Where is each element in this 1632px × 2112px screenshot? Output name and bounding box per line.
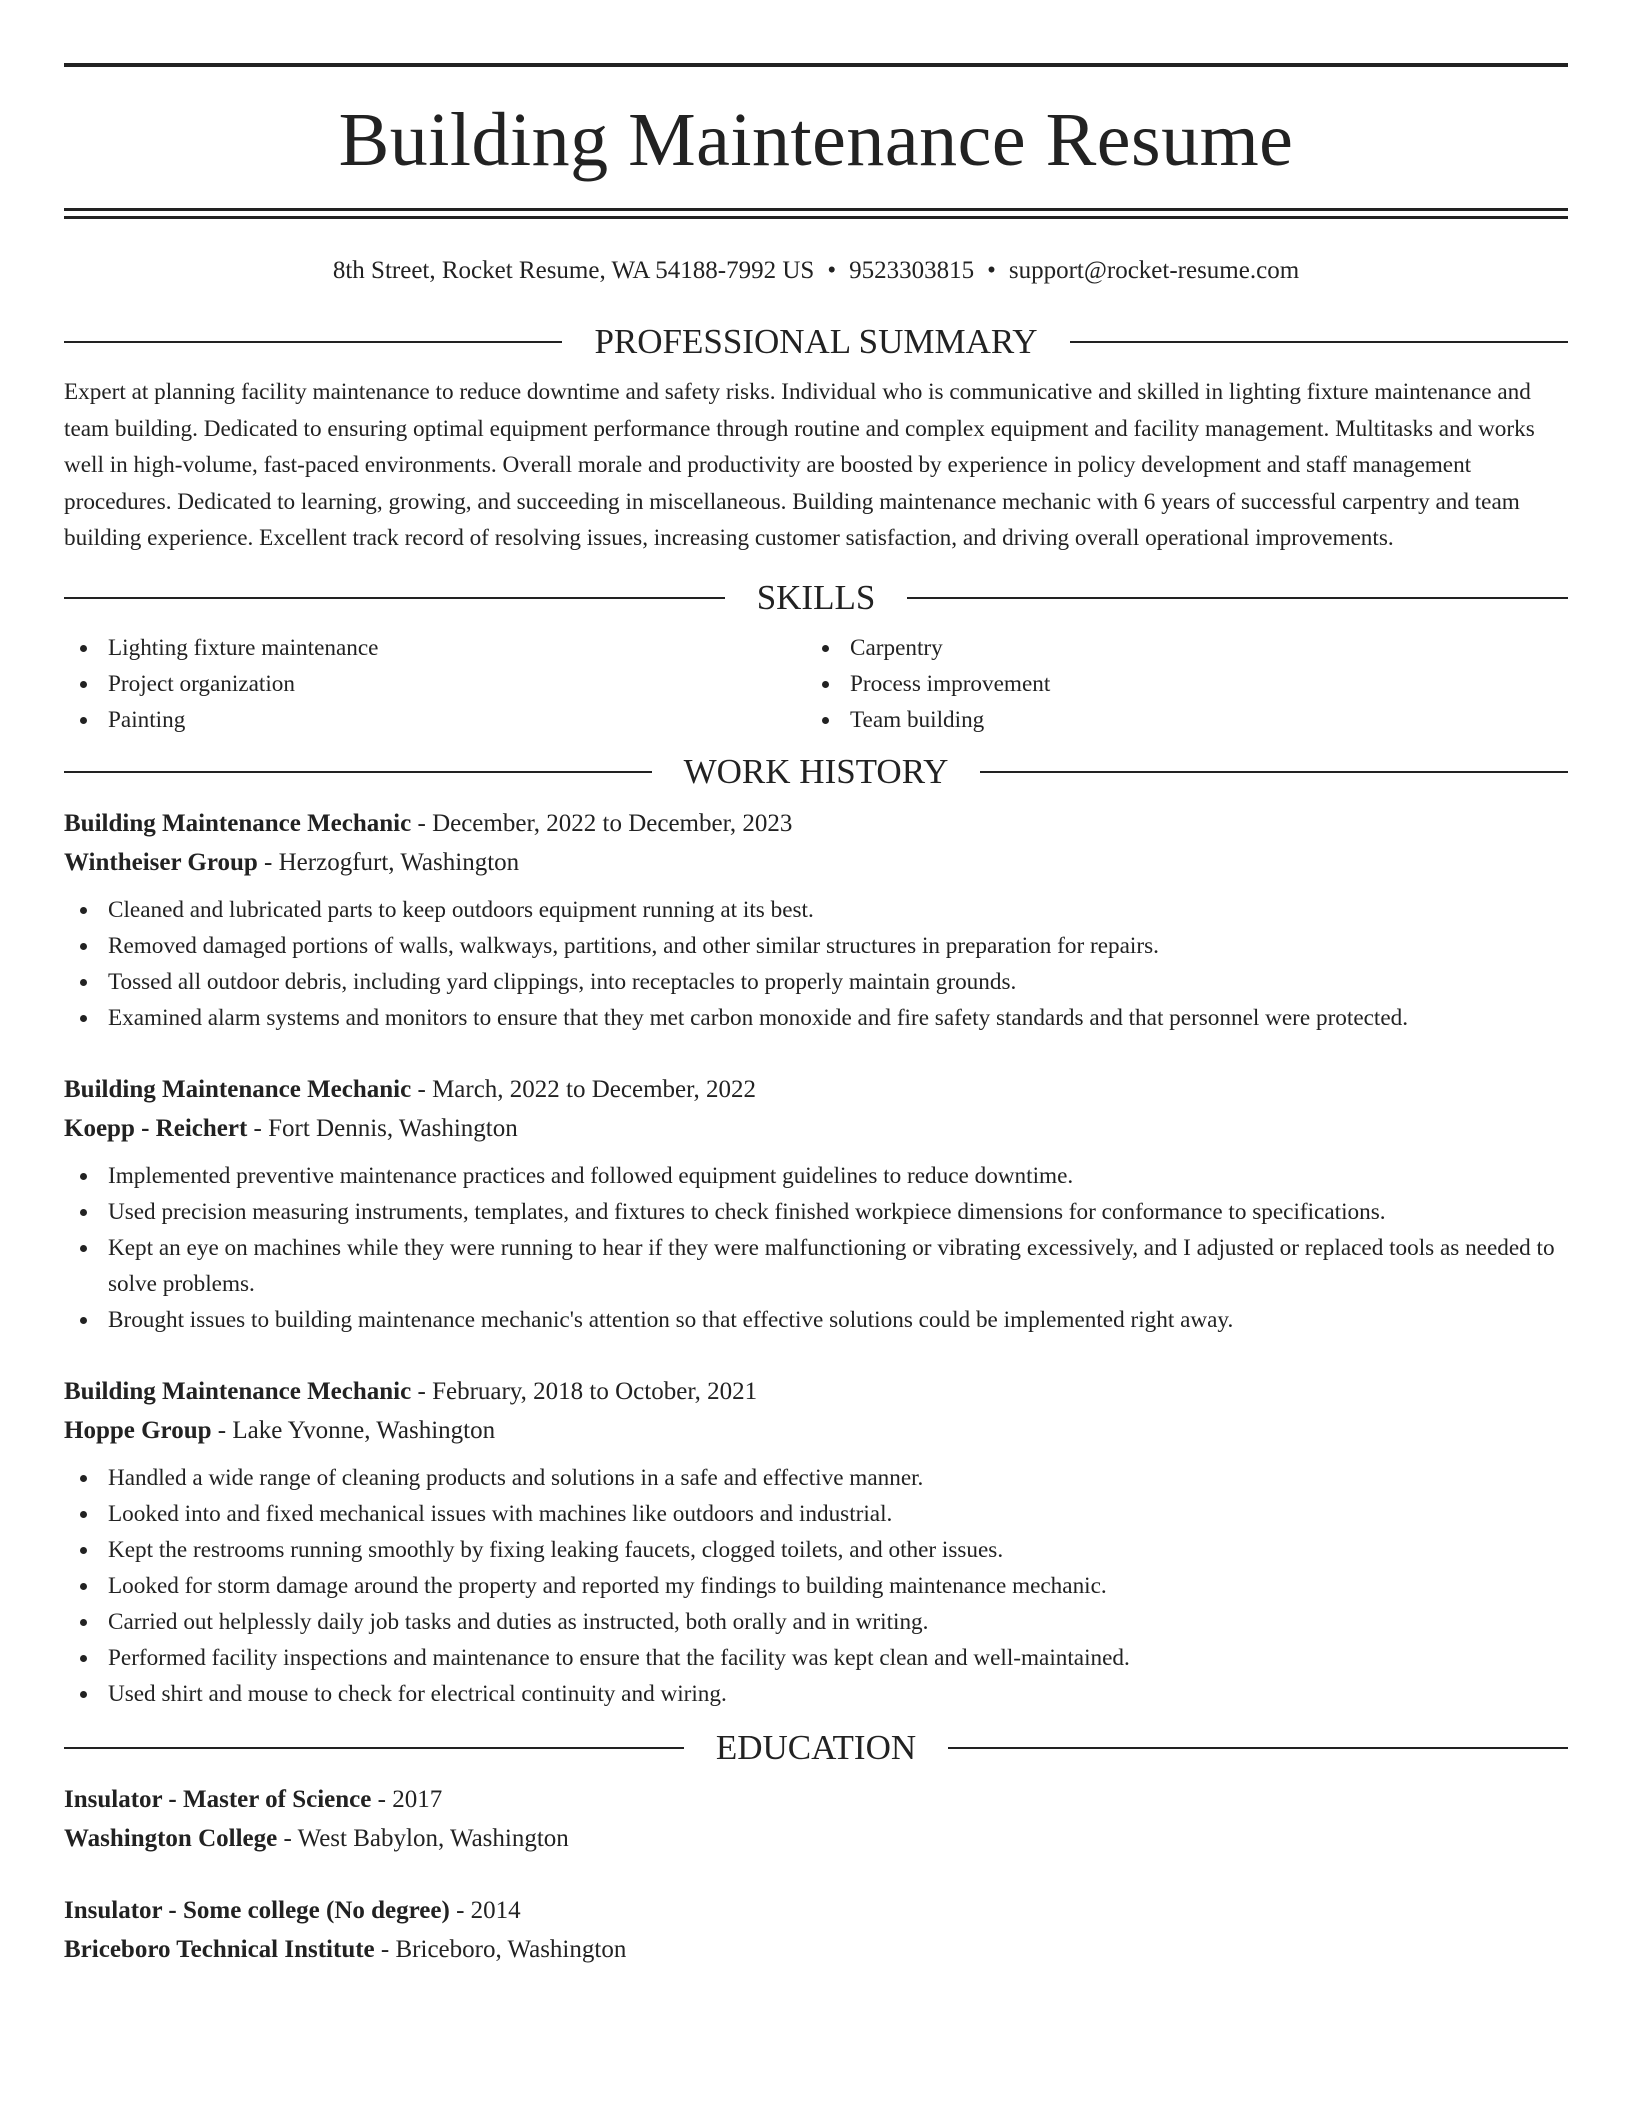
job-duties <box>64 892 1568 1036</box>
section-heading-education <box>64 1728 1568 1768</box>
duty-item: Examined alarm systems and monitors to ensure that they met carbon monoxide and fire safety standards and that personnel were protected. <box>64 1000 1568 1036</box>
education-entry <box>64 1891 1568 1969</box>
skill-item: Lighting fixture maintenance <box>64 630 806 666</box>
graduation-year: 2017 <box>392 1785 443 1813</box>
duty-item: Tossed all outdoor debris, including yard clippings, into receptacles to properly maintain grounds. <box>64 964 1568 1000</box>
skill-item: Project organization <box>64 666 806 702</box>
contact-line <box>64 256 1568 286</box>
section-title: EDUCATION <box>715 1727 917 1767</box>
job-company: Wintheiser Group <box>64 848 258 876</box>
duty-item: Looked for storm damage around the property and reported my findings to building maintenance mechanic. <box>64 1568 1568 1604</box>
contact-address: 8th Street, Rocket Resume, WA 54188-7992 US <box>332 257 815 284</box>
skill-item: Carpentry <box>806 630 1548 666</box>
job-dates: December, 2022 to December, 2023 <box>432 809 793 837</box>
job-location: Herzogfurt, Washington <box>278 848 520 876</box>
degree-line: Insulator - Some college (No degree) - 2014 <box>64 1896 521 1924</box>
job-duties <box>64 1460 1568 1712</box>
section-heading-skills <box>64 578 1568 618</box>
job-company-line: Wintheiser Group - Herzogfurt, Washington <box>64 848 520 876</box>
skills-list <box>64 630 1568 738</box>
school-line: Washington College - West Babylon, Washington <box>64 1824 569 1852</box>
duty-item: Performed facility inspections and maintenance to ensure that the facility was kept clean and well-maintained. <box>64 1640 1568 1676</box>
graduation-year: 2014 <box>470 1896 521 1924</box>
job-company-line: Hoppe Group - Lake Yvonne, Washington <box>64 1416 496 1444</box>
heading-rule <box>948 1747 1568 1749</box>
duty-item: Cleaned and lubricated parts to keep outdoors equipment running at its best. <box>64 892 1568 928</box>
duty-item: Kept the restrooms running smoothly by fixing leaking faucets, clogged toilets, and other issues. <box>64 1532 1568 1568</box>
section-heading-work <box>64 752 1568 792</box>
school-location: Briceboro, Washington <box>395 1935 627 1963</box>
duty-item: Brought issues to building maintenance mechanic's attention so that effective solutions could be implemented right away. <box>64 1302 1568 1338</box>
job-entry <box>64 804 1568 1036</box>
school-line: Briceboro Technical Institute - Briceboro, Washington <box>64 1935 627 1963</box>
job-dates: March, 2022 to December, 2022 <box>432 1075 756 1103</box>
job-entry <box>64 1372 1568 1712</box>
top-rule <box>64 63 1568 67</box>
resume-title: Building Maintenance Resume <box>338 98 1294 182</box>
contact-email: support@rocket-resume.com <box>1008 257 1300 284</box>
skills-column-right <box>806 630 1548 738</box>
duty-item: Kept an eye on machines while they were running to hear if they were malfunctioning or vibrating excessively, and I adjusted or replaced tools as needed to solve problems. <box>64 1230 1568 1302</box>
duty-item: Implemented preventive maintenance practices and followed equipment guidelines to reduce downtime. <box>64 1158 1568 1194</box>
job-title-line: Building Maintenance Mechanic - March, 2022 to December, 2022 <box>64 1075 756 1103</box>
summary-text: Expert at planning facility maintenance to reduce downtime and safety risks. Individual who is communicative and skilled in lighting fixture maintenance and team building. Dedicated to ensuring optimal equipment performance through routine and complex equipment and facility management. Multitasks and works well in high-volume, fast-paced environments. Overall morale and productivity are boosted by experience in policy development and staff management procedures. Dedicated to learning, growing, and succeeding in miscellaneous. Building maintenance mechanic with 6 years of successful carpentry and team building experience. Excellent track record of resolving issues, increasing customer satisfaction, and driving overall operational improvements. <box>64 379 1535 551</box>
contact-separator: • <box>987 257 996 284</box>
job-title: Building Maintenance Mechanic <box>64 1075 412 1103</box>
school-location: West Babylon, Washington <box>297 1824 569 1852</box>
heading-rule <box>64 771 652 773</box>
skill-item: Process improvement <box>806 666 1548 702</box>
job-title-line: Building Maintenance Mechanic - February, 2018 to October, 2021 <box>64 1377 758 1405</box>
school-name: Washington College <box>64 1824 278 1852</box>
heading-rule <box>980 771 1568 773</box>
job-duties <box>64 1158 1568 1338</box>
job-company: Koepp - Reichert <box>64 1114 248 1142</box>
job-entry <box>64 1070 1568 1338</box>
duty-item: Used shirt and mouse to check for electrical continuity and wiring. <box>64 1676 1568 1712</box>
title-double-rule <box>64 208 1568 219</box>
heading-rule <box>64 1747 684 1749</box>
contact-phone: 9523303815 <box>849 257 975 284</box>
job-title-line: Building Maintenance Mechanic - December, 2022 to December, 2023 <box>64 809 793 837</box>
education-entry <box>64 1780 1568 1858</box>
job-location: Lake Yvonne, Washington <box>232 1416 496 1444</box>
duty-item: Handled a wide range of cleaning products and solutions in a safe and effective manner. <box>64 1460 1568 1496</box>
job-dates: February, 2018 to October, 2021 <box>432 1377 758 1405</box>
job-company-line: Koepp - Reichert - Fort Dennis, Washington <box>64 1114 518 1142</box>
resume-page <box>64 0 1568 1969</box>
duty-item: Removed damaged portions of walls, walkways, partitions, and other similar structures in preparation for repairs. <box>64 928 1568 964</box>
skills-column-left <box>64 630 806 738</box>
school-name: Briceboro Technical Institute <box>64 1935 375 1963</box>
section-title: WORK HISTORY <box>683 751 949 791</box>
job-title: Building Maintenance Mechanic <box>64 1377 412 1405</box>
heading-rule <box>64 597 725 599</box>
skill-item: Team building <box>806 702 1548 738</box>
degree-line: Insulator - Master of Science - 2017 <box>64 1785 443 1813</box>
section-title: SKILLS <box>756 577 876 617</box>
heading-rule <box>1070 341 1568 343</box>
degree: Insulator - Master of Science <box>64 1785 372 1813</box>
job-company: Hoppe Group <box>64 1416 212 1444</box>
section-heading-summary <box>64 322 1568 362</box>
job-title: Building Maintenance Mechanic <box>64 809 412 837</box>
section-title: PROFESSIONAL SUMMARY <box>594 322 1038 361</box>
duty-item: Carried out helplessly daily job tasks and duties as instructed, both orally and in writing. <box>64 1604 1568 1640</box>
contact-separator: • <box>827 257 837 284</box>
degree: Insulator - Some college (No degree) <box>64 1896 450 1924</box>
heading-rule <box>907 597 1568 599</box>
duty-item: Looked into and fixed mechanical issues with machines like outdoors and industrial. <box>64 1496 1568 1532</box>
skill-item: Painting <box>64 702 806 738</box>
duty-item: Used precision measuring instruments, templates, and fixtures to check finished workpiece dimensions for conformance to specifications. <box>64 1194 1568 1230</box>
job-location: Fort Dennis, Washington <box>268 1114 518 1142</box>
heading-rule <box>64 341 562 343</box>
